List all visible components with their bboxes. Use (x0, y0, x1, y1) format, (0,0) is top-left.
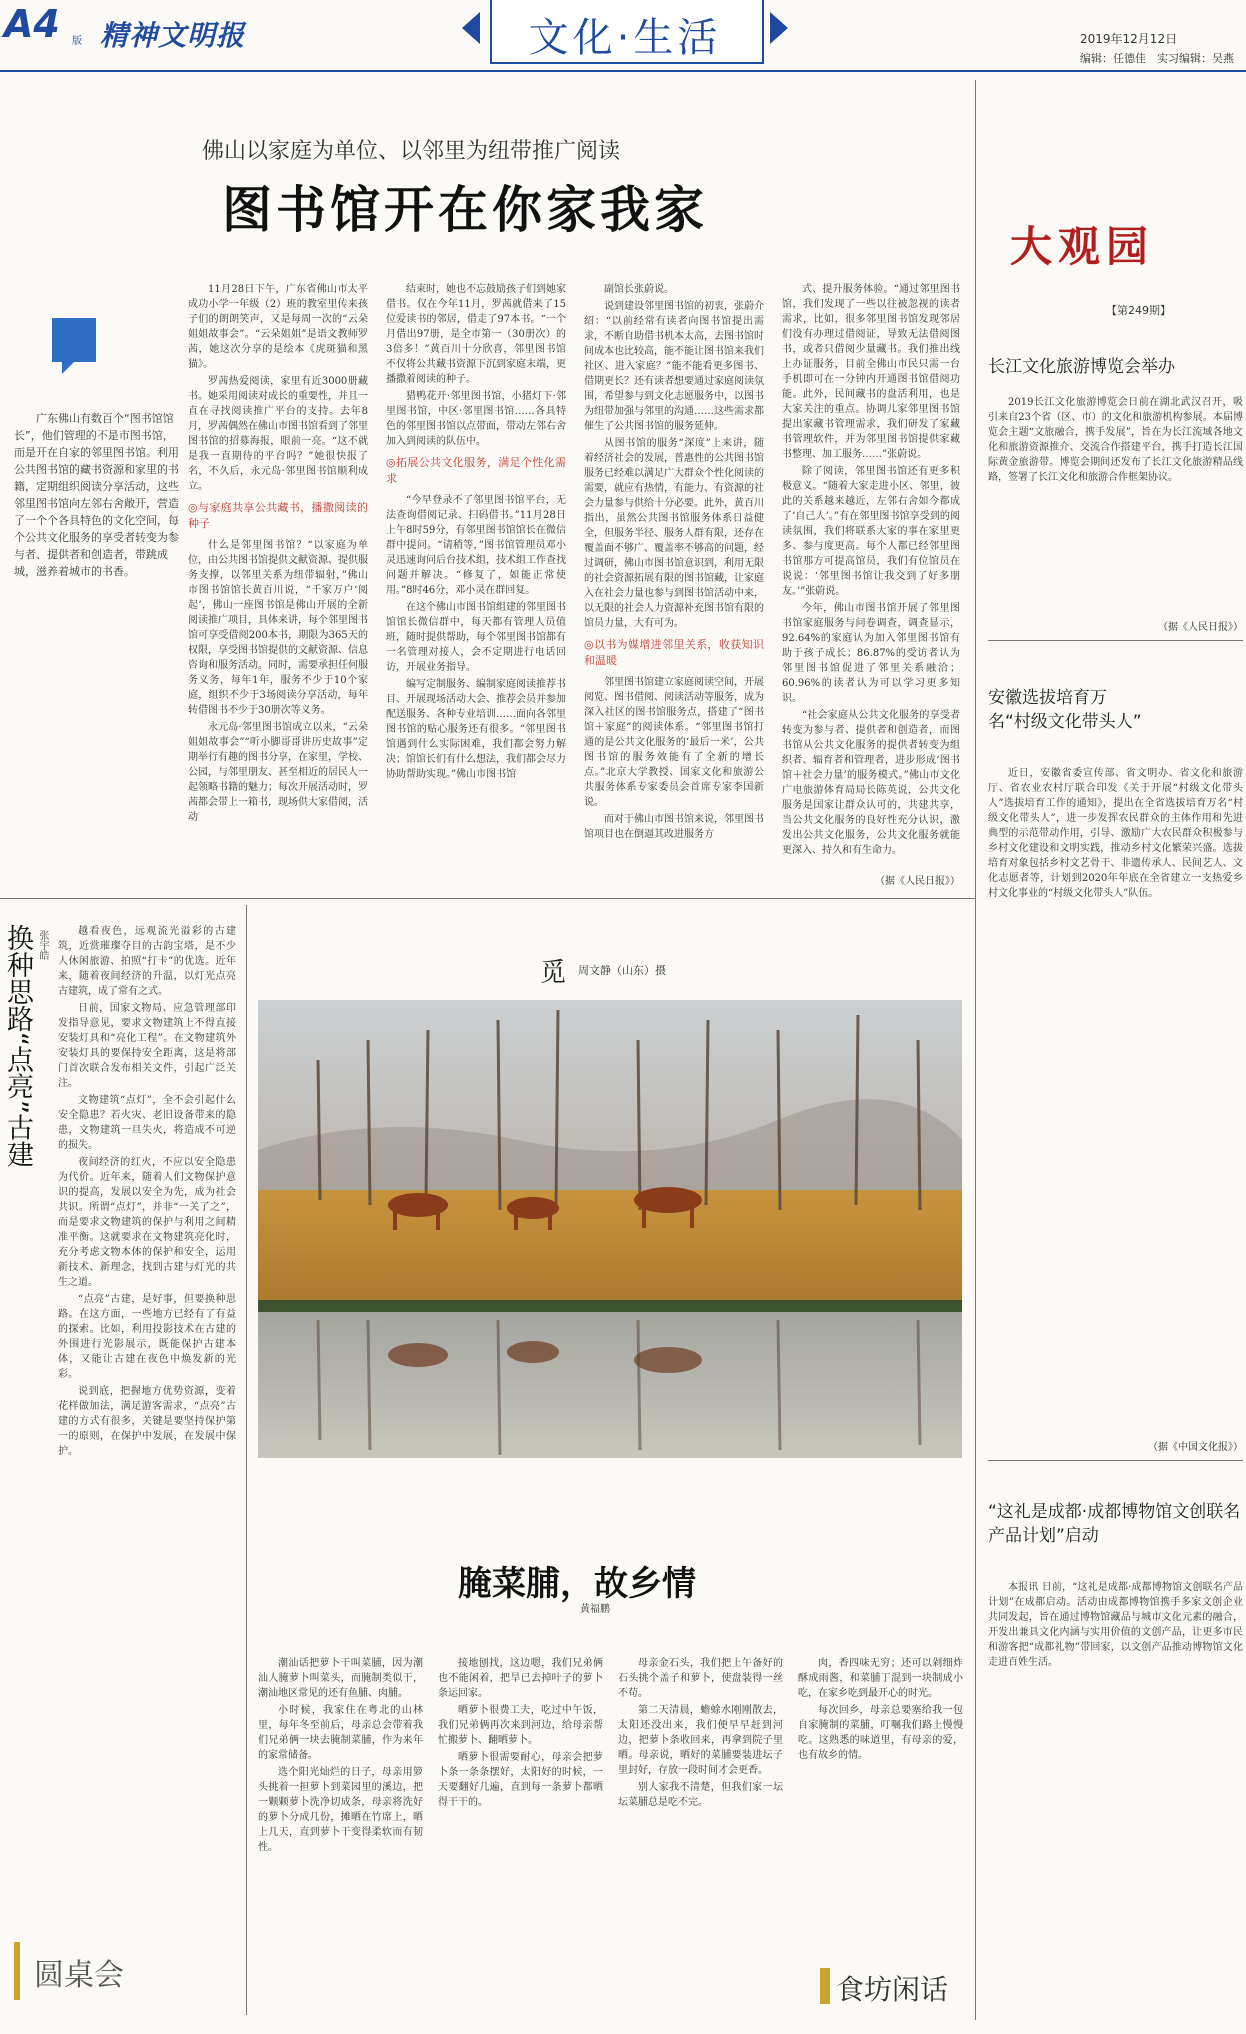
news-body (988, 1580, 1243, 2020)
roundtable-label: 圆桌会 (34, 1958, 124, 1993)
paragraph: 邻里图书馆建立家庭阅读空间，开展阅览、图书借阅、阅读活动等服务，成为深入社区的图书馆服务点，搭建了“图书馆＋家庭”的阅读体系。“邻里图书馆打通的是公共文化服务的‘最后一米’，公共图书馆的服务效能有了全新的增长点。”北京大学教授、国家文化和旅游公共服务体系专家委员会首席专家李国新说。 (584, 677, 764, 808)
article-bottom-rule (0, 898, 975, 899)
opinion-title: 换种思路“点亮”古建 (2, 924, 33, 1168)
section-heading: ◎拓展公共文化服务，满足个性化需求 (386, 456, 566, 485)
essay-title: 腌菜脯，故乡情 (458, 1564, 696, 1604)
opinion-body (58, 924, 236, 1929)
issue-date: 2019年12月12日 (1080, 32, 1178, 46)
divider-right (975, 80, 976, 2020)
paragraph: 结束时，她也不忘鼓励孩子们到她家借书。仅在今年11月，罗茜就借来了15位爱读书的邻居，借走了97本书。“一个月借出97册，是全市第一（30册次）的3倍多！”黄百川十分欣喜，邻里图书馆不仅将公共藏书资源下沉到家庭末端，更播撒着阅读的种子。 (386, 284, 566, 385)
article-source: （据《人民日报》） (875, 876, 960, 887)
paragraph: 11月28日下午，广东省佛山市太平成功小学一年级（2）班的教室里传来孩子们的朗朗笑声，又是每周一次的“云朵姐姐故事会”。“云朵姐姐”是语文教师罗茜，她这次分享的是绘本《虎斑猫和黑猫》。 (188, 284, 368, 370)
paragraph: 夜间经济的红火，不应以安全隐患为代价。近年来，随着人们文物保护意识的提高，发展以安全为先，成为社会共识。所谓“点灯”，并非“一关了之”，而是要求文物建筑的保护与利用之间精准平衡。这就要求在文物建筑亮化时，充分考虑文物本体的保护和安全，运用新技术、新理念，找到古建与灯光的共生之道。 (58, 1157, 236, 1288)
paragraph: “点亮”古建，是好事，但要换种思路。在这方面，一些地方已经有了有益的探索。比如，利用投影技术在古建的外围进行光影展示，既能保护古建本体，又能让古建在夜色中焕发新的光彩。 (58, 1294, 236, 1380)
news-headline: 安徽选拔培育万名“村级文化带头人” (988, 688, 1142, 732)
news-divider (988, 1460, 1243, 1461)
paragraph: 近日，安徽省委宣传部、省文明办、省文化和旅游厅、省农业农村厅联合印发《关于开展“村级文化带头人”选拔培育工作的通知》，提出在全省选拔培育万名“村级文化带头人”，进一步发挥农民群众的主体作用和先进典型的示范带动作用，引导、激励广大农民群众积极参与乡村文化建设和文明实践，推动乡村文化繁荣兴盛。选拔培育对象包括乡村文艺骨干、非遗传承人、民间艺人、文化志愿者等，计划到2020年年底在全省建立一支热爱乡村文化事业的“村级文化带头人”队伍。 (988, 768, 1243, 899)
food-corner (820, 1958, 965, 2014)
paragraph: 小时候，我家住在粤北的山林里，每年冬至前后，母亲总会带着我们兄弟俩一块去腌制菜脯，作为来年的家常储备。 (258, 1705, 423, 1761)
editors: 编辑：任德佳 实习编辑：吴燕 (1080, 52, 1234, 65)
horses-lake-image (258, 1000, 962, 1458)
paragraph: 每次回乡，母亲总要塞给我一包自家腌制的菜脯，叮嘱我们路上慢慢吃。这熟悉的味道里，有母亲的爱，也有故乡的情。 (798, 1705, 963, 1761)
section-tab-arrow-right (770, 12, 788, 44)
essay-column-3 (618, 1656, 783, 2026)
masthead-rule (0, 70, 1246, 72)
section-heading: ◎以书为媒增进邻里关系，收获知识和温暖 (584, 638, 764, 667)
opinion-author: 张宇皓 (37, 930, 48, 960)
news-headline: “这礼是成都·成都博物馆文创联名产品计划”启动 (988, 1502, 1241, 1546)
paragraph: 从图书馆的服务“深度”上来讲，随着经济社会的发展，普惠性的公共图书馆服务已经难以满足广大群众个性化阅读的需要，就应有热情，有能力、有资源的社会力量参与供给十分必要。此外，黄百川指出，虽然公共图书馆服务体系日益健全，但服务半径、服务人群有限，还存在覆盖面不够广、覆盖率不够高的问题，经过调研，佛山市图书馆意识到，利用无限的社会资源拓展有限的图书馆藏，让家庭入在社会力量也参与到图书馆活动中来，以无限的社会人力资源补充图书馆有限的馆员力量，大有可为。 (584, 438, 764, 629)
news-headline: 长江文化旅游博览会举办 (988, 357, 1175, 377)
article-column-3 (584, 282, 764, 882)
paragraph: 罗茜热爱阅读，家里有近3000册藏书。她采用阅读对成长的重要性，并且一直在寻找阅读推广平台的支持。去年8月，罗茜偶然在佛山市图书馆看到了邻里图书馆的招募海报，眼前一亮。“这不就是我一直期待的平台吗？”她很快报了名，不久后，永元岛·邻里图书馆顺利成立。 (188, 376, 368, 492)
section-tab-arrow-left (462, 12, 480, 44)
brand-issue: 【第249期】 (1106, 304, 1171, 317)
paragraph: 晒萝卜很费工夫，吃过中午饭，我们兄弟俩再次来到河边，给母亲帮忙搬萝卜、翻晒萝卜。 (438, 1705, 603, 1746)
paper-name: 精神文明报 (100, 19, 246, 52)
paragraph: “今早登录不了邻里图书馆平台，无法查询借阅记录、扫码借书。”11月28日上午8时59分，有邻里图书馆馆长在微信群中提问。“请稍等，”图书馆管理员邓小灵迅速询问后台技术组，技术组工作查找问题并解决。“修复了，如能正常使用。”8时46分，邓小灵在群回复。 (386, 495, 566, 596)
page-number: A4 (4, 2, 60, 46)
paragraph: 说到底，把握地方优势资源，变着花样做加法，满足游客需求，“点亮”古建的方式有很多，关键是要坚持保护第一的原则，在保护中发展，在发展中保护。 (58, 1386, 236, 1457)
paragraph: 永元岛·邻里图书馆成立以来，“云朵姐姐故事会”“听小脚哥哥讲历史故事”定期举行有趣的图书分享，在家里，学校、公园，与邻里朋友、甚至相近的居民人一起领略书籍的魅力；每次开展活动时，罗茜都会带上一箱书，现场供大家借阅，活动 (188, 722, 368, 823)
roundtable-corner (14, 1942, 140, 2000)
news-divider (988, 640, 1243, 641)
paragraph: 本报讯 日前，“这礼是成都·成都博物馆文创联名产品计划”在成都启动。活动由成都博物馆携手多家文创企业共同发起，旨在通过博物馆藏品与城市文化元素的融合，开发出兼具文化内涵与实用价值的文创产品，让更多市民和游客把“成都礼物”带回家，以文创产品推动博物馆文化走进百姓生活。 (988, 1582, 1243, 1668)
paragraph: 猎鸭花开·邻里图书馆，小猪灯下·邻里图书馆，中区·邻里图书馆……各具特色的邻里图书馆以点带面，带动左邻右舍加入到阅读的队伍中。 (386, 391, 566, 447)
paragraph: 编写定制服务、编制家庭阅读推荐书目、开展现场活动大会、推荐会员并参加配送服务、各种专业培训……面向各邻里图书馆的贴心服务还有很多。“邻里图书馆遇到什么实际困难，我们都会努力解决；馆馆长们有什么想法，我们都会尽力协助帮助实现。”佛山市图书馆 (386, 679, 566, 780)
paragraph: 日前，国家文物局、应急管理部印发指导意见，要求文物建筑上不得直接安装灯具和“亮化工程”。在文物建筑外安装灯具的要保持安全距离，这是将部门首次联合发布相关文件，引起广泛关注。 (58, 1003, 236, 1089)
news-source: （据《人民日报》） (1158, 622, 1243, 633)
landscape-photo (258, 1000, 962, 1458)
essay-column-2 (438, 1656, 603, 2026)
paragraph: 而对于佛山市图书馆来说，邻里图书馆项目也在倒逼其改进服务方 (584, 814, 764, 840)
paragraph: 说到建设邻里图书馆的初衷，张蔚介绍：“以前经常有读者向图书馆提出需求，不断自助借书机本太高，去图书馆时间成本也比较高，能不能让图书馆来我们社区、进入家庭？”能不能看更多图书、借期更长？还有读者想要通过家庭阅读氛围，希望参与到文化志愿服务中，以图书为纽带加强与邻里的沟通……这些需求都催生了公共图书馆的服务延伸。 (584, 301, 764, 432)
article-subtitle: 佛山以家庭为单位、以邻里为纽带推广阅读 (202, 139, 621, 164)
news-source: （据《中国文化报》） (1148, 1442, 1243, 1453)
paragraph: 肉，香四味无穷；还可以剁细炸酥成雨酱，和菜脯丁混到一块制成小吃，在家乡吃到最开心的时光。 (798, 1658, 963, 1699)
lead-quote-icon (52, 318, 96, 362)
photo-credit: 周文静（山东）摄 (578, 964, 666, 977)
paragraph: 越看夜色，远观流光溢彩的古建筑，近赏璀璨夺目的古韵宝塔，是不少人休闲旅游、拍照“打卡”的优选。近年来，随着夜间经济的升温，以灯光点亮古建筑，成了常有之式。 (58, 926, 236, 997)
photo-title: 觅 (540, 958, 567, 988)
paragraph: 除了阅读，邻里图书馆还有更多积极意义。“随着大家走进小区、邻里，彼此的关系越来越近，左邻右舍如今都成了‘自己人’。”有在邻里图书馆享受到的阅读氛围，我们将联系大家的事在家里更多、参与度更高。每个人都已经邻里图书馆那方可提高馆员，我们有位馆员在说说：‘邻里图书馆让我交到了好多朋友。’”张蔚说。 (782, 466, 960, 597)
paragraph: 母亲金石头，我们把上午备好的石头挑个盖子和萝卜，使盘装得一丝不苟。 (618, 1658, 783, 1699)
section-heading: ◎与家庭共享公共藏书，播撒阅读的种子 (188, 501, 368, 530)
paragraph: 什么是邻里图书馆？“以家庭为单位，由公共图书馆提供文献资源、提供服务支撑，以邻里关系为纽带辐射，”佛山市图书馆馆长黄百川说，“千家万户‘阅起’，佛山一座图书馆是佛山开展的全新阅读推广项目，具体来讲，每个邻里图书馆可享受借阅200本书，期限为365天的权限，享受图书馆提供的文献资源、信息咨询和服务活动。同时，需要承担任何服务义务，每年1年，服务不少于10个家庭，组织不少于3场阅读分享活动，每年转借图书不少于30册次等义务。 (188, 540, 368, 716)
page-suffix: 版 (72, 36, 82, 47)
news-body (988, 766, 1243, 1426)
essay-author: 黄福鹏 (580, 1604, 610, 1615)
essay-column-1 (258, 1656, 423, 2026)
article-title: 图书馆开在你家我家 (222, 181, 708, 239)
paragraph: 2019长江文化旅游博览会日前在湖北武汉召开，吸引来自23个省（区、市）的文化和旅游机构参展。本届博览会主题“文旅融合，携手发展”，旨在为长江流域各地文化和旅游资源推介、交流合作搭建平台，携手打造长江国际黄金旅游带。博览会期间还发布了长江文化旅游精品线路，签署了长江文化和旅游合作框架协议。 (988, 397, 1243, 483)
section-title: 文化·生活 (528, 15, 722, 61)
brand-title: 大观园 (1010, 222, 1155, 271)
paragraph: 第二天清晨，蟾蜍水刚刚散去，太阳还没出来，我们便早早赶到河边，把萝卜条收回来，再拿到院子里晒。母亲说，晒好的菜脯要装进坛子里封好，存放一段时间才会更香。 (618, 1705, 783, 1776)
paragraph: 式、提升服务体验。“通过邻里图书馆，我们发现了一些以往被忽视的读者需求，比如，很多邻里图书馆发现邻居们没有办理过借阅证，导致无法借阅图书，或者只借阅少量藏书。我们推出线上办证服务，目前全佛山市民只需一台手机即可在一分钟内开通图书馆借阅功能。此外，民间藏书的盘活利用，也是大家关注的重点。协调儿家邻里图书馆提出家藏书管理需求，我们研发了家藏书管理软件，并为邻里图书馆提供家藏书整理、加工服务……”张蔚说。 (782, 284, 960, 460)
paragraph: 别人家我不清楚，但我们家一坛坛菜脯总是吃不完。 (618, 1782, 783, 1808)
article-column-1 (188, 282, 368, 882)
paragraph: 接地刨找，这边嗯，我们兄弟俩也不能闲着，把旱已去掉叶子的萝卜条运回家。 (438, 1658, 603, 1699)
paragraph: 晒萝卜很需要耐心，母亲会把萝卜条一条条摆好，太阳好的时候，一天要翻好几遍，直到每一条萝卜都晒得干干的。 (438, 1752, 603, 1808)
paragraph: 今年，佛山市图书馆开展了邻里图书馆家庭服务与问卷调查，调查显示，92.64%的家庭认为加入邻里图书馆有助于孩子成长；86.87%的受访者认为邻里图书馆促进了邻里关系融洽；60.96%的读者认为可以学习更多知识。 (782, 603, 960, 704)
paragraph: 在这个佛山市图书馆组建的邻里图书馆馆长微信群中，每天都有管理人员值班，随时提供帮助，每个邻里图书馆都有一名管理对接人，会不定期进行电话回访，开展业务指导。 (386, 602, 566, 673)
paragraph: “社会家庭从公共文化服务的享受者转变为参与者、提供者和创造者，而图书馆从公共文化服务的提供者转变为组织者、辐育者和管理者，进步形成‘图书馆＋社会力量’的服务模式。”佛山市文化广电旅游体育局局长陈英说，公共文化服务是国家让群众认可的，共建共享，当公共文化服务的良好性充分认识，激发出公共文化服务，公共文化服务就能更深入、持久和有生命力。 (782, 710, 960, 856)
food-corner-label: 食坊闲话 (836, 1973, 949, 2006)
masthead (0, 0, 1246, 72)
food-corner-mark (820, 1968, 830, 2004)
brand-badge (1010, 210, 1240, 294)
paragraph: 潮汕话把萝卜干叫菜脯，因为潮汕人腌萝卜叫菜头，而腌制类似干，潮汕地区常见的还有鱼脯、肉脯。 (258, 1658, 423, 1699)
paragraph: 文物建筑“点灯”，全不会引起什么安全隐患？若火灾、老旧设备带来的隐患，文物建筑一旦失火，将造成不可逆的损失。 (58, 1095, 236, 1151)
lead-paragraph: 广东佛山有数百个“图书馆馆长”，他们管理的不是市图书馆，而是开在自家的邻里图书馆。利用公共图书馆的藏书资源和家里的书籍，定期组织阅读分享活动，这些邻里图书馆向左邻右舍敞开，营造了一个个各具特色的文化空间，每个公共文化服务的享受者转变为参与者、提供者和创造者，带跳成城，滋养着城市的书香。 (14, 412, 179, 578)
article-column-4 (782, 282, 960, 867)
news-body (988, 395, 1243, 615)
divider-left (246, 905, 247, 2015)
essay-column-4 (798, 1656, 963, 1941)
article-column-2 (386, 282, 566, 882)
paragraph: 副馆长张蔚说。 (604, 284, 674, 295)
paragraph: 选个阳光灿烂的日子，母亲用箩头挑着一担萝卜到菜园里的溪边，把一颗颗萝卜洗净切成条，母亲将洗好的萝卜分成几份，摊晒在竹席上，晒上几天，直到萝卜干变得柔软而有韧性。 (258, 1767, 423, 1853)
lead-quote-tail (62, 362, 74, 374)
